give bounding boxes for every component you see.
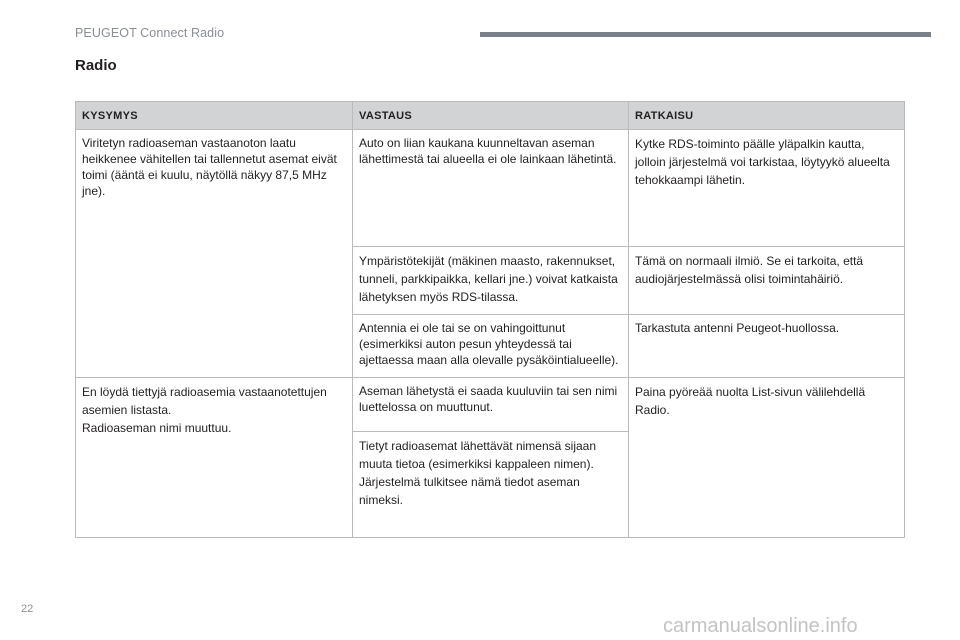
- header-rule: [480, 32, 931, 37]
- table-header-row: [76, 102, 905, 130]
- answer-cell: Antennia ei ole tai se on vahingoittunut (esimerkiksi auton pesun yhteydessä tai ajettaessa maan alla olevalle pysäköintialueelle).: [353, 315, 629, 378]
- question-cell: [76, 378, 353, 538]
- solution-cell: Kytke RDS-toiminto päälle yläpalkin kautta, jolloin järjestelmä voi tarkistaa, löytyykö alueelta tehokkaampi lähetin.: [629, 130, 905, 247]
- column-header-question: KYSYMYS: [76, 102, 353, 130]
- solution-cell: Tämä on normaali ilmiö. Se ei tarkoita, että audiojärjestelmässä olisi toimintahäiriö.: [629, 247, 905, 315]
- answer-cell: Auto on liian kaukana kuunneltavan aseman lähettimestä tai alueella ei ole lainkaan lähetintä.: [353, 130, 629, 247]
- solution-cell: Paina pyöreää nuolta List-sivun välilehdellä Radio.: [629, 378, 905, 538]
- solution-cell: Tarkastuta antenni Peugeot-huollossa.: [629, 315, 905, 378]
- column-header-answer: VASTAUS: [353, 102, 629, 130]
- question-cell: Viritetyn radioaseman vastaanoton laatu heikkenee vähitellen tai tallennetut asemat eivät toimi (ääntä ei kuulu, näytöllä näkyy 87,5 MHz jne).: [76, 130, 353, 378]
- watermark: carmanualsonline.info: [663, 615, 858, 637]
- answer-cell: Ympäristötekijät (mäkinen maasto, rakennukset, tunneli, parkkipaikka, kellari jne.) voivat katkaista lähetyksen myös RDS-tilassa.: [353, 247, 629, 315]
- table-row: [76, 378, 905, 432]
- table-row: [76, 130, 905, 247]
- section-title: Radio: [75, 57, 117, 74]
- question-line: En löydä tiettyjä radioasemia vastaanotettujen asemien listasta.: [82, 385, 327, 417]
- answer-cell: Tietyt radioasemat lähettävät nimensä sijaan muuta tietoa (esimerkiksi kappaleen nimen). Järjestelmä tulkitsee nämä tiedot aseman nimeksi.: [353, 432, 629, 538]
- troubleshooting-table: [75, 101, 905, 538]
- running-header-title: PEUGEOT Connect Radio: [75, 26, 225, 40]
- question-line: Radioaseman nimi muuttuu.: [82, 421, 232, 435]
- page-number: 22: [21, 603, 34, 615]
- column-header-solution: RATKAISU: [629, 102, 905, 130]
- answer-cell: Aseman lähetystä ei saada kuuluviin tai sen nimi luettelossa on muuttunut.: [353, 378, 629, 432]
